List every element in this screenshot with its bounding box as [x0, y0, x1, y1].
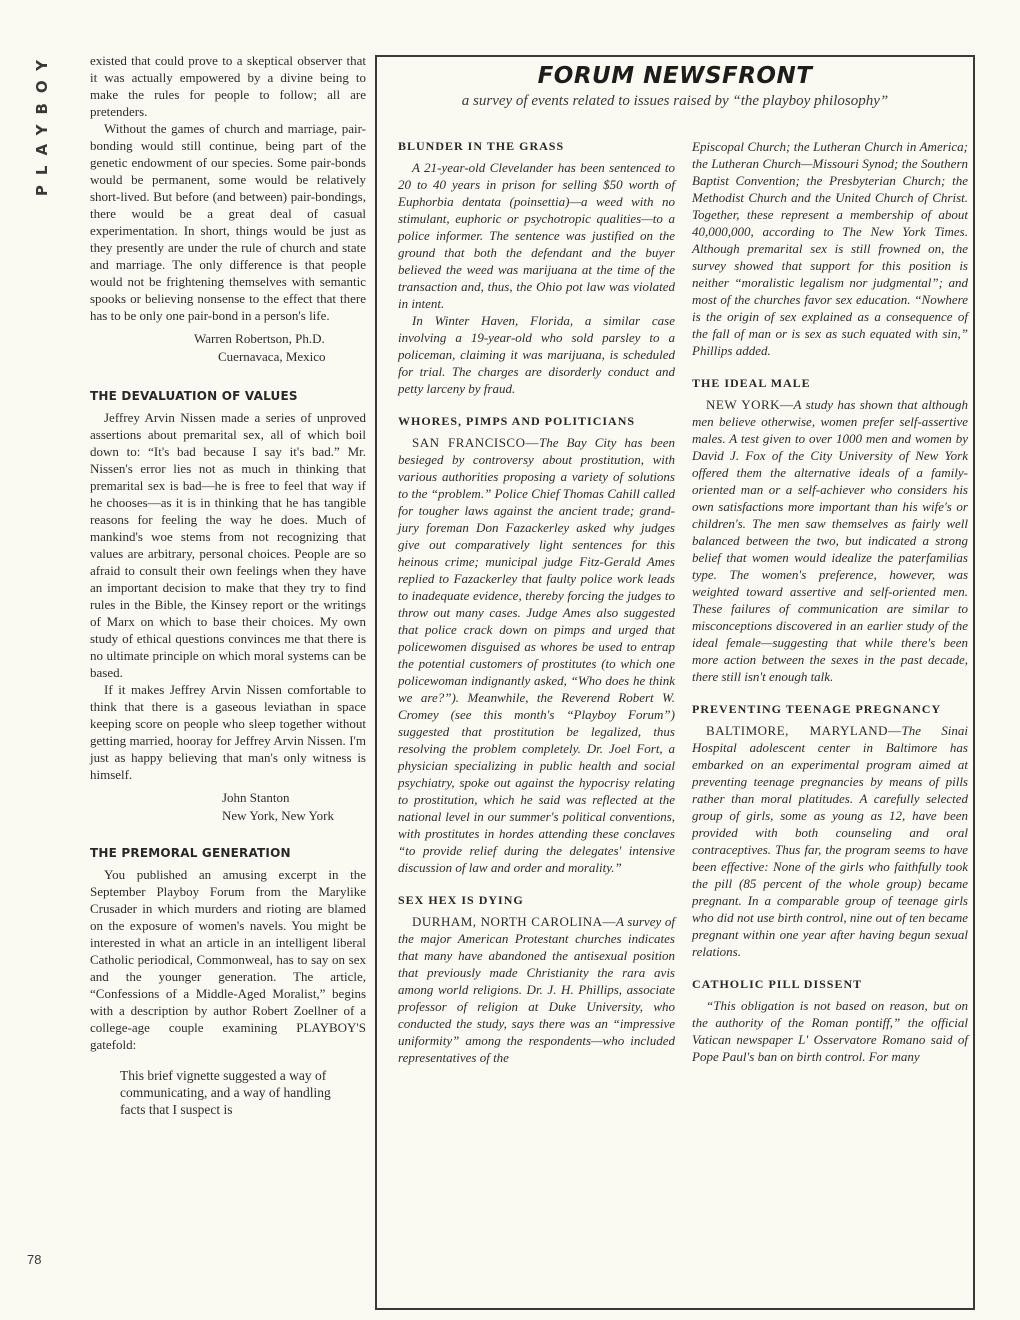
catholic-pill-paragraph: “This obligation is not based on reason, but on the authority of the Roman pontiff,” the official Vatican newspaper L' Osservatore Romano said of Pope Paul's ban on birth control. For many: [692, 998, 968, 1064]
signature-location: Cuernavaca, Mexico: [218, 349, 326, 364]
values-paragraph-1: Jeffrey Arvin Nissen made a series of unproved assertions about premarital sex, all of which boil down to: “It's bad because I say it's bad.” Mr. Nissen's error lies not as much in thinking that premarital sex is bad—he is free to feel that way if he chooses—as it is in thinking that he has tangible reasons for feeling the way he does. Much of mankind's woe stems from not recognizing that values are arbitrary, personal choices. People are so afraid to consult their own feelings when they have an important decision to make that they try to find rules in the Bible, the Kinsey report or the writings of Marx on which to base their choices. My own study of ethical questions convinces me that there is no ultimate principle on which moral systems can be based.: [90, 410, 366, 680]
signature-name: John Stanton: [222, 790, 290, 805]
page-number: 78: [27, 1252, 42, 1267]
intro-paragraph-1: existed that could prove to a skeptical observer that it was actually empowered by a divine being to make the rules for people to follow; all are pretenders.: [90, 53, 366, 119]
ideal-male-paragraph: [692, 396, 968, 685]
forum-newsfront-banner: [375, 55, 975, 135]
whores-paragraph: [398, 434, 675, 876]
brand-letters: PLAYBOY: [33, 50, 51, 197]
signature-name: Warren Robertson, Ph.D.: [194, 331, 325, 346]
section-title: FORUM NEWSFRONT: [537, 63, 813, 89]
teen-pregnancy-text: The Sinai Hospital adolescent center in Baltimore has embarked on an experimental program aimed at preventing teenage pregnancies by means of pills rather than moral platitudes. A carefully selected group of girls, some as young as 12, have been provided with both counseling and oral contraceptives. Thus far, the program seems to have been effective: None of the girls who faithfully took the pill (85 percent of the whole group) became pregnant. In a comparable group of teenage girls who did not use birth control, nine out of ten became pregnant within one year after having begun sexual relations.: [692, 723, 968, 959]
frame-right-rule: [973, 55, 975, 1310]
values-paragraph-2: If it makes Jeffrey Arvin Nissen comfortable to think that there is a gaseous leviathan in space keeping score on people who sleep together without getting married, hooray for Jeffrey Arvin Nissen. I'm just as happy believing that man's only witness is himself.: [90, 682, 366, 782]
heading-ideal-male: THE IDEAL MALE: [692, 376, 811, 390]
frame-top-rule: [377, 55, 975, 57]
section-subtitle: a survey of events related to issues raised by “the playboy philosophy”: [461, 93, 889, 109]
right-column: [692, 138, 968, 1065]
signature-stanton: [90, 789, 366, 825]
signature-location: New York, New York: [222, 808, 334, 823]
premoral-paragraph: You published an amusing excerpt in the September Playboy Forum from the Marylike Crusader in which murders and rioting are blamed on the exposure of women's navels. You might be interested in what an article in an intelligent liberal Catholic periodical, Commonweal, has to say on sex and the younger generation. The article, “Confessions of a Middle-Aged Moralist,” begins with a description by author Robert Zoellner of a college-age couple examining PLAYBOY'S gatefold:: [90, 867, 366, 1052]
heading-sex-hex: SEX HEX IS DYING: [398, 893, 524, 907]
heading-catholic-pill: CATHOLIC PILL DISSENT: [692, 977, 863, 991]
signature-robertson: [90, 330, 366, 366]
dateline: SAN FRANCISCO—: [412, 435, 539, 450]
middle-column: [398, 138, 675, 1066]
ideal-male-text: A study has shown that although men believe otherwise, women prefer self-assertive males. A test given to over 1000 men and women by David J. Fox of the City University of New York offered them the alternative ideals of a family-oriented man or a self-achiever who considers his own satisfactions more important than his wife's or children's. The men saw themselves as fairly well balanced between the two, but indicated a strong belief that women would idealize the paterfamilias type. The women's preference, however, was weighted toward assertive and self-oriented men. These failures of communication are similar to misconceptions discovered in an earlier study of the ideal female—suggesting that while there's been more action between the sexes in the past decade, there still isn't enough talk.: [692, 397, 969, 684]
left-column: [90, 52, 366, 1118]
heading-premoral: THE PREMORAL GENERATION: [90, 846, 291, 860]
frame-left-rule: [375, 55, 377, 1310]
intro-paragraph-2: Without the games of church and marriage, pair-bonding would still continue, being part of the genetic endowment of our species. Some pair-bonds would be permanent, some would be relatively short-lived. But before (and between) pair-bondings, there would be a great deal of casual experimentation. In short, things would be just as they presently are under the rule of church and state and marriage. The only difference is that people would not be frightening themselves with semantic spooks or believing nonsense to the effect that there has to be only one pair-bond in a person's life.: [90, 121, 366, 323]
sex-hex-continued: Episcopal Church; the Lutheran Church in America; the Lutheran Church—Missouri Synod; the Southern Baptist Convention; the Presbyterian Church; the Methodist Church and the United Church of Christ. Together, these represent a membership of about 40,000,000, according to The New York Times. Although premarital sex is still frowned on, the survey showed that support for this position is neither “moralistic legalism nor judgmental”; and most of the churches favor sex education. “Nowhere is the origin of sex explained as a consequence of the fall of man or is sex as such equated with sin,” Phillips added.: [692, 139, 968, 358]
heading-blunder: BLUNDER IN THE GRASS: [398, 139, 565, 153]
heading-whores: WHORES, PIMPS AND POLITICIANS: [398, 414, 636, 428]
heading-devaluation: THE DEVALUATION OF VALUES: [90, 389, 298, 403]
blunder-paragraph-1: A 21-year-old Clevelander has been sentenced to 20 to 40 years in prison for selling $50 worth of Euphorbia dentata (poinsettia)—a weed with no stimulant, euphoric or psychotropic qualities—to a police informer. The sentence was justified on the ground that both the defendant and the buyer believed the weed was marijuana at the time of the transaction and, thus, the Ohio pot law was violated in intent.: [398, 160, 675, 311]
dateline: BALTIMORE, MARYLAND—: [706, 723, 902, 738]
teen-pregnancy-paragraph: [692, 722, 968, 960]
block-quote: This brief vignette suggested a way of communicating, and a way of handling facts that I suspect is: [120, 1068, 331, 1117]
dateline: NEW YORK—: [706, 397, 794, 412]
heading-teen-pregnancy: PREVENTING TEENAGE PREGNANCY: [692, 702, 942, 716]
blunder-paragraph-2: In Winter Haven, Florida, a similar case involving a 19-year-old who sold parsley to a policeman, claiming it was marijuana, is scheduled for trial. The charges are disorderly conduct and petty larceny by fraud.: [398, 313, 675, 396]
frame-bottom-rule: [375, 1308, 975, 1310]
whores-text: The Bay City has been besieged by controversy about prostitution, with various authorities proposing a variety of solutions to the “problem.” Police Chief Thomas Cahill called for tougher laws against the ancient trade; grand-jury foreman Don Fazackerley asked why judges give out comparatively light sentences for this heinous crime; municipal judge Fitz-Gerald Ames replied to Fazackerley that faulty police work leads to inadequate evidence, thereby forcing the judges to throw out many cases. Judge Ames also suggested that police crack down on pimps and urged that policewomen disguised as whores be used to entrap the potential customers of prostitutes (to which one policewoman indignantly asked, “Who does he think we are?”). Meanwhile, the Reverend Robert W. Cromey (see this month's “Playboy Forum”) suggested that prostitution be legalized, thus resolving the problem completely. Dr. Joel Fort, a physician specializing in public health and social psychiatry, spoke out against the hypocrisy relating to prostitution, which he said was reflected at the national level in our summer's political conventions, with prostitutes in hordes attending these conclaves “to provide relief during the delegates' intensive discussion of law and order and morality.”: [398, 435, 675, 875]
sex-hex-text: A survey of the major American Protestant churches indicates that many have abandoned the antisexual position that previously made Christianity the rara avis among world religions. Dr. J. H. Phillips, associate professor of religion at Duke University, who conducted the study, says there was an “impressive uniformity” among the respondents—who included representatives of the: [398, 914, 675, 1065]
sex-hex-paragraph: [398, 913, 675, 1066]
dateline: DURHAM, NORTH CAROLINA—: [412, 914, 616, 929]
magazine-brand-vertical: [30, 50, 54, 196]
